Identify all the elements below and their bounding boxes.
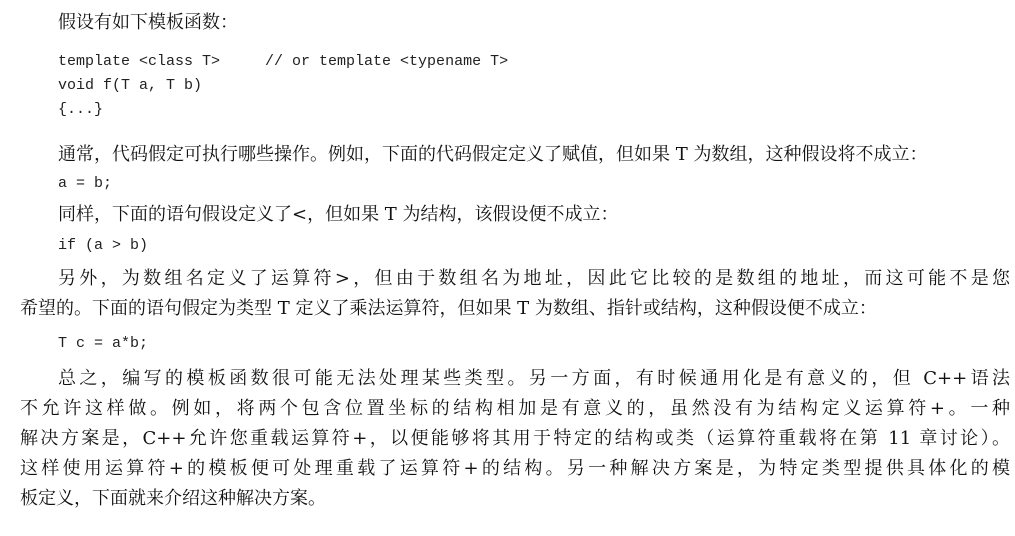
paragraph-array-names <box>20 264 1010 324</box>
paragraph-line: 解决方案是，C++允许您重载运算符+，以便能够将其用于特定的结构或类（运算符重载将在第 11 章讨论）。 <box>20 428 1010 449</box>
code-function-signature: void f(T a, T b) <box>58 77 203 94</box>
code-function-body: {...} <box>58 101 104 118</box>
code-assignment: a = b; <box>58 175 113 192</box>
code-template-line: template <class T> // or template <typename T> <box>58 53 509 70</box>
paragraph-line: 总之，编写的模板函数很可能无法处理某些类型。另一方面，有时候通用化是有意义的，但 C++语法 <box>58 368 1010 389</box>
paragraph-summary <box>20 364 1010 514</box>
code-comparison: if (a > b) <box>58 237 149 254</box>
code-multiplication: T c = a*b; <box>58 335 149 352</box>
paragraph-line: 这样使用运算符+的模板便可处理重载了运算符+的结构。另一种解决方案是，为特定类型提供具体化的模 <box>20 458 1010 479</box>
paragraph-line: 不允许这样做。例如，将两个包含位置坐标的结构相加是有意义的，虽然没有为结构定义运算符+。一种 <box>20 398 1010 419</box>
intro-text: 假设有如下模板函数： <box>58 12 238 33</box>
paragraph-line: 板定义，下面就来介绍这种解决方案。 <box>20 488 326 509</box>
paragraph-line: 另外，为数组名定义了运算符>，但由于数组名为地址，因此它比较的是数组的地址，而这可能不是您 <box>58 268 1010 289</box>
paragraph-line: 希望的。下面的语句假定为类型 T 定义了乘法运算符，但如果 T 为数组、指针或结构，这种假设便不成立： <box>20 298 877 319</box>
paragraph-comparison: 同样，下面的语句假设定义了<，但如果 T 为结构，该假设便不成立： <box>58 204 619 225</box>
paragraph-assignment: 通常，代码假定可执行哪些操作。例如，下面的代码假定定义了赋值，但如果 T 为数组，这种假设将不成立： <box>58 144 928 165</box>
